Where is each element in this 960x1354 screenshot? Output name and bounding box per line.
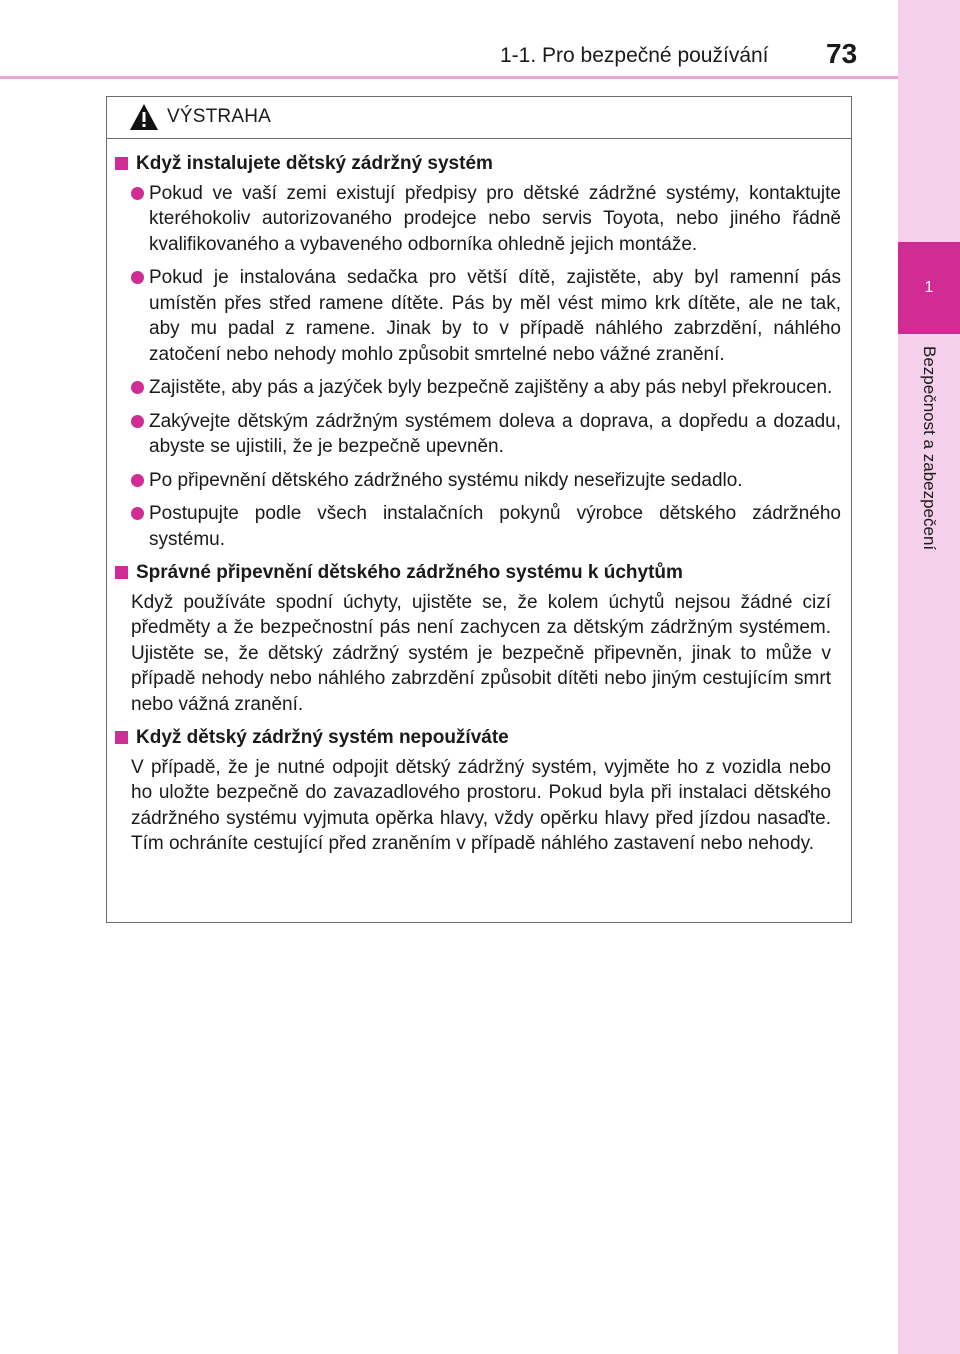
warning-content <box>107 139 851 857</box>
chapter-label <box>898 346 960 596</box>
circle-bullet-icon <box>131 415 144 428</box>
list-item <box>115 501 841 552</box>
square-bullet-icon <box>115 157 128 170</box>
circle-bullet-icon <box>131 271 144 284</box>
list-item <box>115 181 841 258</box>
circle-bullet-icon <box>131 474 144 487</box>
square-bullet-icon <box>115 731 128 744</box>
chapter-label-text: Bezpečnost a zabezpečení <box>920 346 939 551</box>
circle-bullet-icon <box>131 381 144 394</box>
chapter-sidebar <box>898 0 960 1354</box>
circle-bullet-icon <box>131 187 144 200</box>
section-title: 1-1. Pro bezpečné používání <box>500 44 769 67</box>
list-item-text: Po připevnění dětského zádržného systému nikdy neseřizujte sedadlo. <box>149 469 743 491</box>
page-number: 73 <box>826 38 858 69</box>
circle-bullet-icon <box>131 507 144 520</box>
list-item <box>115 265 841 367</box>
section-heading <box>115 151 841 177</box>
section-paragraph: Když používáte spodní úchyty, ujistěte se, že kolem úchytů nejsou žádné cizí předměty a že bezpečnostní pás není zachycen za dětským zádržným systémem. Ujistěte se, že dětský zádržný systém je bezpečně připevněn, jinak to může v případě nehody nebo náhlého zabrzdění způsobit dítěti nebo jiným cestujícím smrt nebo vážná zranění. <box>131 591 831 715</box>
list-item <box>115 468 841 494</box>
section-heading <box>115 725 841 751</box>
chapter-number: 1 <box>924 279 934 296</box>
header-rule <box>0 76 898 79</box>
section-heading-text: Když instalujete dětský zádržný systém <box>136 153 493 174</box>
page-header <box>0 0 898 78</box>
list-item-text: Postupujte podle všech instalačních pokynů výrobce dětského zádržného systému. <box>149 503 841 550</box>
list-item <box>115 375 841 401</box>
warning-header <box>107 97 851 139</box>
chapter-tab <box>898 242 960 334</box>
list-item-text: Pokud ve vaší zemi existují předpisy pro dětské zádržné systémy, kontaktujte kteréhokoliv autorizovaného prodejce nebo servis Toyota, nebo jiného řádně kvalifikovaného a vybaveného odborníka ohledně jejich montáže. <box>149 182 841 255</box>
section-heading-text: Když dětský zádržný systém nepoužíváte <box>136 727 509 748</box>
section-heading <box>115 560 841 586</box>
list-item <box>115 409 841 460</box>
warning-triangle-icon <box>129 103 159 131</box>
section-paragraph: V případě, že je nutné odpojit dětský zádržný systém, vyjměte ho z vozidla nebo ho uložte bezpečně do zavazadlového prostoru. Pokud byla při instalaci dětského zádržného systému vyjmuta opěrka hlavy, vždy opěrku hlavy před jízdou nasaďte. Tím ochráníte cestující před zraněním v případě náhlého zastavení nebo nehody. <box>131 756 831 854</box>
list-item-text: Pokud je instalována sedačka pro větší dítě, zajistěte, aby byl ramenní pás umístěn přes střed ramene dítěte. Pás by měl vést mimo krk dítěte, ale ne tak, aby mu padal z ramene. Jinak by to v případě náhlého zabrzdění, náhlého zatočení nebo nehody mohlo způsobit smrtelné nebo vážné zranění. <box>149 267 841 365</box>
section-heading-text: Správné připevnění dětského zádržného systému k úchytům <box>136 562 683 583</box>
list-item-text: Zajistěte, aby pás a jazýček byly bezpečně zajištěny a aby pás nebyl překroucen. <box>149 377 833 398</box>
square-bullet-icon <box>115 566 128 579</box>
warning-box <box>106 96 852 923</box>
warning-title: VÝSTRAHA <box>167 106 272 127</box>
list-item-text: Zakývejte dětským zádržným systémem doleva a doprava, a dopředu a dozadu, abyste se ujistili, že je bezpečně upevněn. <box>149 410 841 457</box>
